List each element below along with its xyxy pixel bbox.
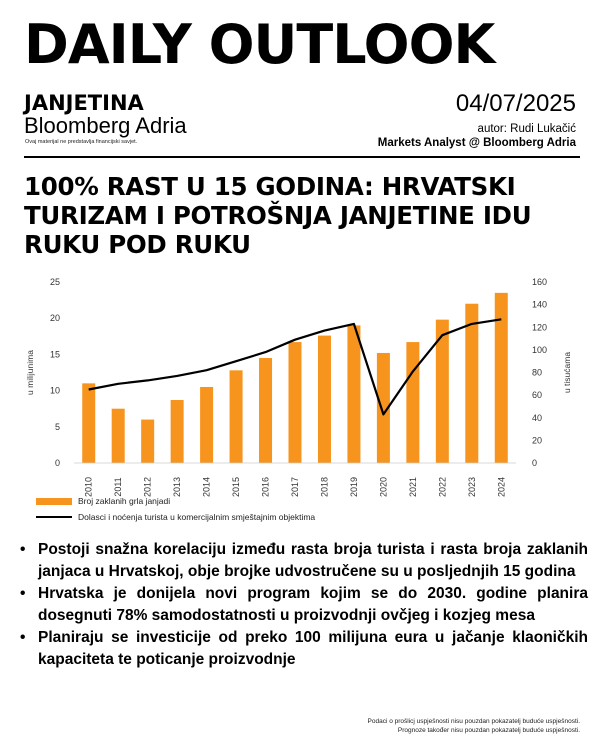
y-tick-label-right: 80 — [532, 367, 543, 378]
masthead-title: DAILY OUTLOOK — [24, 13, 495, 76]
bar — [200, 387, 213, 463]
x-tick-label: 2019 — [348, 476, 359, 498]
y-tick-label-right: 40 — [532, 412, 543, 423]
analyst-line: Markets Analyst @ Bloomberg Adria — [377, 137, 576, 149]
y-tick-label-right: 160 — [532, 277, 548, 287]
bar — [318, 336, 331, 463]
x-tick-label: 2011 — [113, 477, 124, 497]
legend-item-bars — [36, 494, 170, 508]
y-tick-label-left: 15 — [49, 349, 60, 360]
bar — [141, 420, 154, 463]
y-tick-label-right: 60 — [532, 390, 543, 401]
bar — [347, 325, 360, 463]
header-divider — [24, 156, 580, 158]
x-tick-label: 2013 — [172, 476, 183, 498]
legend-swatch-line — [36, 516, 72, 518]
key-points-list — [16, 539, 588, 671]
legend-item-line — [36, 510, 315, 524]
report-subject: JANJETINA — [24, 91, 144, 115]
x-tick-label: 2016 — [260, 476, 271, 498]
y-axis-title-right: u tisućama — [562, 351, 572, 394]
x-tick-label: 2024 — [496, 476, 507, 498]
bullet-icon: • — [20, 585, 26, 602]
y-axis-title-left: u milijunima — [25, 350, 35, 395]
headline: 100% RAST U 15 GODINA: HRVATSKI TURIZAM I POTROŠNJA JANJETINE IDU RUKU POD RUKU — [24, 172, 532, 259]
footer-line: Podaci o prošlicj uspješnosti nisu pouzdan pokazatelj buduće uspješnosti. — [367, 718, 580, 725]
x-tick-label: 2017 — [290, 476, 300, 498]
footer-line: Prognoze također nisu pouzdan pokazatelj buduće uspješnosti. — [397, 727, 580, 734]
y-tick-label-left: 10 — [49, 385, 60, 396]
y-tick-label-right: 100 — [532, 344, 548, 355]
bar — [171, 400, 184, 463]
bar — [112, 409, 125, 463]
legend-swatch-bars — [36, 498, 72, 505]
financial-disclaimer: Ovaj materijal ne predstavlja financijski savjet. — [25, 139, 138, 145]
y-tick-label-right: 0 — [532, 458, 538, 468]
x-tick-label: 2018 — [319, 476, 330, 498]
key-point — [16, 583, 588, 627]
y-tick-label-right: 120 — [532, 322, 548, 333]
legend-label-bars: Broj zaklanih grla janjadi — [78, 496, 171, 506]
y-tick-label-left: 0 — [54, 458, 60, 468]
x-tick-label: 2021 — [407, 476, 418, 498]
report-date: 04/07/2025 — [455, 90, 576, 117]
bar — [259, 358, 272, 463]
x-tick-label: 2014 — [201, 476, 212, 498]
key-point-text: Postoji snažna korelaciju između rasta broja turista i rasta broja zaklanih janjaca u Hrvatskoj, obje brojke udvostručene su u posljednjih 15 godina — [38, 541, 588, 580]
key-point-text: Planiraju se investicije od preko 100 milijuna eura u jačanje klaoničkih kapaciteta te poticanje proizvodnje — [38, 629, 588, 668]
author-line: autor: Rudi Lukačić — [477, 123, 576, 135]
key-point — [16, 539, 588, 583]
brand-name: Bloomberg Adria — [24, 113, 187, 138]
x-tick-label: 2022 — [437, 476, 448, 498]
legend-label-line: Dolasci i noćenja turista u komercijalnim smještajnim objektima — [78, 512, 316, 522]
y-tick-label-left: 5 — [54, 421, 60, 432]
bar — [82, 383, 95, 463]
bar — [465, 304, 478, 463]
x-tick-label: 2020 — [378, 476, 389, 498]
bar — [230, 370, 243, 463]
chart-svg — [0, 268, 600, 530]
bullet-icon: • — [20, 541, 26, 558]
x-tick-label: 2015 — [231, 476, 242, 498]
footer-disclaimer — [368, 717, 580, 735]
y-tick-label-left: 25 — [49, 277, 60, 287]
x-tick-label: 2010 — [83, 476, 94, 498]
chart — [0, 268, 600, 530]
bar — [289, 342, 302, 463]
bar — [406, 342, 419, 463]
key-point-text: Hrvatska je donijela novi program kojim se do 2030. godine planira dosegnuti 78% samodostatnosti u proizvodnji ovčjeg i kozjeg mesa — [38, 585, 588, 624]
x-tick-label: 2023 — [466, 476, 477, 498]
key-point — [16, 627, 588, 671]
y-tick-label-left: 20 — [49, 313, 60, 324]
y-tick-label-right: 20 — [532, 435, 543, 446]
bullet-icon: • — [20, 629, 26, 646]
x-tick-label: 2012 — [142, 476, 153, 498]
y-tick-label-right: 140 — [532, 299, 548, 310]
bar — [495, 293, 508, 463]
